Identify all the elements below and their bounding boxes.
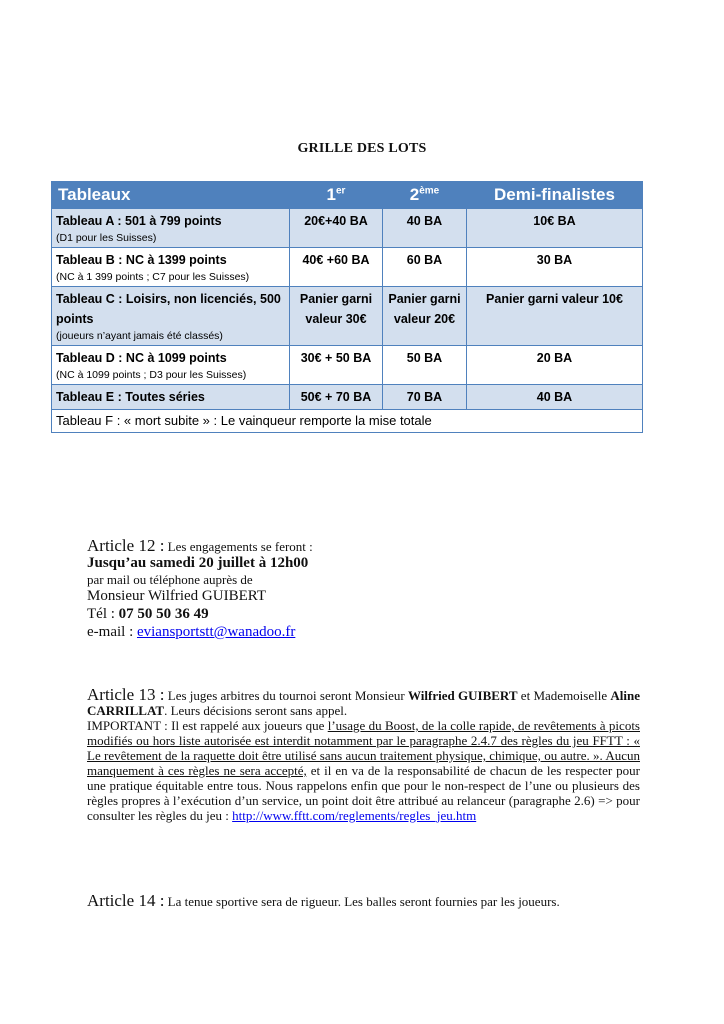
- contact-email-line: e-mail : eviansportstt@wanadoo.fr: [87, 624, 296, 640]
- semi-prize-cell: 40 BA: [467, 385, 643, 410]
- sudden-death-cell: Tableau F : « mort subite » : Le vainqueur remporte la mise totale: [52, 410, 643, 433]
- table-row: [52, 287, 643, 346]
- first-prize-cell: 20€+40 BA: [290, 209, 383, 248]
- table-row: [52, 346, 643, 385]
- header-semi-finalists: Demi-finalistes: [467, 182, 643, 209]
- document-title: GRILLE DES LOTS: [297, 141, 427, 156]
- registration-deadline: Jusqu’au samedi 20 juillet à 12h00: [87, 555, 309, 571]
- contact-name: Monsieur Wilfried GUIBERT: [87, 588, 267, 604]
- second-prize-cell: 60 BA: [383, 248, 467, 287]
- first-prize-cell: 30€ + 50 BA: [290, 346, 383, 385]
- contact-phone: 07 50 50 36 49: [118, 606, 209, 622]
- row-label-cell: Tableau B : NC à 1399 points (NC à 1 399 points ; C7 pour les Suisses): [52, 248, 290, 287]
- table-row-sudden-death: [52, 410, 643, 433]
- article-12-heading-line: [87, 538, 640, 554]
- article-14: [87, 893, 640, 909]
- second-prize-cell: 40 BA: [383, 209, 467, 248]
- article-12-heading: Article 12 :: [87, 536, 165, 555]
- table-row: [52, 385, 643, 410]
- semi-prize-cell: 10€ BA: [467, 209, 643, 248]
- referee-2: Aline CARRILLAT: [87, 688, 641, 718]
- article-14-heading: Article 14 :: [87, 891, 165, 910]
- second-prize-cell: 70 BA: [383, 385, 467, 410]
- semi-prize-cell: 20 BA: [467, 346, 643, 385]
- prize-table: [51, 181, 643, 433]
- row-label-cell: Tableau E : Toutes séries: [52, 385, 290, 410]
- row-label-cell: Tableau C : Loisirs, non licenciés, 500 points (joueurs n’ayant jamais été classés): [52, 287, 290, 346]
- semi-prize-cell: 30 BA: [467, 248, 643, 287]
- article-12-intro: Les engagements se feront :: [164, 539, 313, 554]
- article-12: [87, 538, 640, 641]
- referee-1: Wilfried GUIBERT: [408, 688, 518, 703]
- article-13-heading: Article 13 :: [87, 685, 165, 704]
- article-13: [87, 687, 640, 823]
- second-prize-cell: 50 BA: [383, 346, 467, 385]
- header-second: 2ème: [383, 182, 467, 209]
- table-header-row: [52, 182, 643, 209]
- contact-phone-line: Tél : 07 50 50 36 49: [87, 606, 209, 622]
- important-underlined-text: l’usage du Boost, de la colle rapide, de revêtements à picots modifiés ou hors liste autorisée est interdit notamment par le paragraphe 2.4.7 des règles du jeu FFTT : « Le revêtement de la raquette doit être utilisé sans aucun traitement physique, chimique, ou autre. ». Aucun manquement à ces règles ne sera accepté,: [87, 718, 640, 778]
- row-label-cell: Tableau D : NC à 1099 points (NC à 1099 points ; D3 pour les Suisses): [52, 346, 290, 385]
- header-tableaux: Tableaux: [52, 182, 290, 209]
- registration-method: par mail ou téléphone auprès de: [87, 572, 253, 587]
- article-13-important: IMPORTANT : Il est rappelé aux joueurs que l’usage du Boost, de la colle rapide, de revêtements à picots modifiés ou hors liste autorisée est interdit notamment par le paragraphe 2.4.7 des règles du jeu FFTT : « Le revêtement de la raquette doit être utilisé sans aucun traitement physique, chimique, ou autre. ». Aucun manquement à ces règles ne sera accepté, et il en va de la responsabilité de chacun de les respecter pour une pratique équitable entre tous. Nous rappelons enfin que pour le non-respect de l’une ou plusieurs des règles propres à l’exécution d’un service, un point doit être attribué au relanceur (paragraphe 2.6) => pour consulter les règles du jeu : http://www.fftt.com/reglements/regles_jeu.htm: [87, 718, 641, 823]
- article-13-referees: Article 13 : Les juges arbitres du tournoi seront Monsieur Wilfried GUIBERT et Mademoiselle Aline CARRILLAT. Leurs décisions seront sans appel.: [87, 685, 641, 718]
- first-prize-cell: 40€ +60 BA: [290, 248, 383, 287]
- table-row: [52, 209, 643, 248]
- contact-email-link[interactable]: eviansportstt@wanadoo.fr: [136, 624, 296, 640]
- first-prize-cell: Panier garni valeur 30€: [290, 287, 383, 346]
- header-first: 1er: [290, 182, 383, 209]
- rules-link[interactable]: http://www.fftt.com/reglements/regles_jeu.htm: [232, 808, 477, 823]
- article-14-text: La tenue sportive sera de rigueur. Les balles seront fournies par les joueurs.: [164, 894, 560, 909]
- row-label-cell: Tableau A : 501 à 799 points (D1 pour les Suisses): [52, 209, 290, 248]
- second-prize-cell: Panier garni valeur 20€: [383, 287, 467, 346]
- semi-prize-cell: Panier garni valeur 10€: [467, 287, 643, 346]
- first-prize-cell: 50€ + 70 BA: [290, 385, 383, 410]
- table-row: [52, 248, 643, 287]
